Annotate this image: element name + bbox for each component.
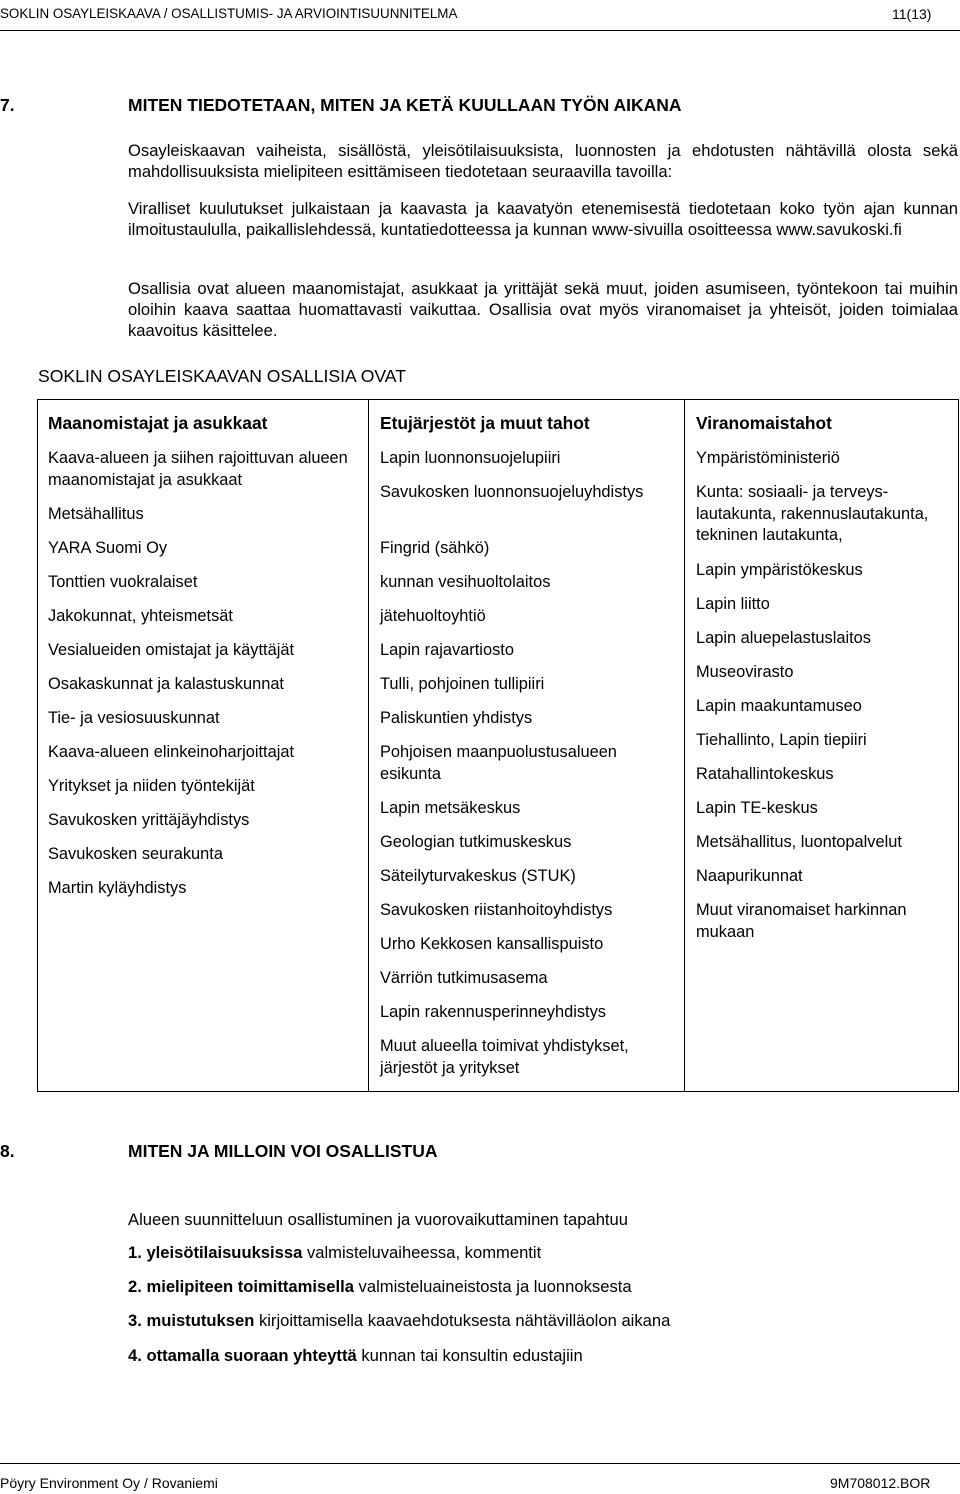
table-cell: Muut alueella toimivat yhdistykset, järjestöt ja yritykset [380, 1037, 629, 1077]
column-divider [368, 400, 369, 1091]
footer-rule [0, 1463, 960, 1464]
table-cell: Urho Kekkosen kansallispuisto [380, 935, 604, 953]
table-cell: Tulli, pohjoinen tullipiiri [380, 675, 545, 693]
section-7-number: 7. [0, 95, 15, 115]
table-cell: Kunta: sosiaali- ja terveyslautakunta, rakennuslautakunta, tekninen lautakunta, [696, 483, 929, 545]
table-cell: Värriön tutkimusasema [380, 969, 548, 987]
table-cell: Kaava-alueen ja siihen rajoittuvan alueen maanomistajat ja asukkaat [48, 449, 348, 489]
info-paragraph: Osayleiskaavan vaiheista, sisällöstä, yleisötilaisuuksista, luonnosten ja ehdotusten nähtävillä olosta sekä mahdollisuuksista mielipiteen esittämiseen tiedotetaan seuraavilla tavoilla: [128, 141, 958, 181]
table-cell: Museovirasto [696, 663, 794, 681]
table-cell: Lapin rakennusperinneyhdistys [380, 1003, 606, 1021]
column-divider [684, 400, 685, 1091]
table-cell: Ratahallintokeskus [696, 765, 834, 783]
table-cell: Tie- ja vesiosuuskunnat [48, 709, 220, 727]
table-cell: kunnan vesihuoltolaitos [380, 573, 551, 591]
table-cell: Lapin luonnonsuojelupiiri [380, 449, 561, 467]
table-cell: YARA Suomi Oy [48, 539, 168, 557]
participation-item-text: kirjoittamisella kaavaehdotuksesta nähtävilläolon aikana [254, 1311, 671, 1330]
page-number: 11(13) [892, 6, 932, 22]
table-cell: Tonttien vuokralaiset [48, 573, 198, 591]
participation-item-lead: 4. ottamalla suoraan yhteyttä [128, 1346, 357, 1365]
participation-item [128, 1277, 632, 1297]
participation-item-lead: 2. mielipiteen toimittamisella [128, 1277, 354, 1296]
stakeholder-table [37, 399, 959, 1092]
table-cell: Lapin metsäkeskus [380, 799, 521, 817]
participation-item [128, 1243, 541, 1263]
table-cell: Metsähallitus [48, 505, 144, 523]
participants-paragraph: Osallisia ovat alueen maanomistajat, asukkaat ja yrittäjät sekä muut, joiden asumiseen, työntekoon tai muihin oloihin kaava saattaa huomattavasti vaikuttaa. Osallisia ovat myös viranomaiset ja yhteisöt, joiden toimialaa kaavoitus käsittelee. [128, 279, 958, 340]
section-7-title: MITEN TIEDOTETAAN, MITEN JA KETÄ KUULLAAN TYÖN AIKANA [128, 95, 682, 115]
footer-company: Pöyry Environment Oy / Rovaniemi [0, 1475, 218, 1491]
participation-intro: Alueen suunnitteluun osallistuminen ja vuorovaikuttaminen tapahtuu [128, 1210, 628, 1229]
column-heading: Etujärjestöt ja muut tahot [380, 413, 590, 433]
table-cell: Savukosken riistanhoitoyhdistys [380, 901, 613, 919]
table-cell: Lapin maakuntamuseo [696, 697, 862, 715]
table-cell: Fingrid (sähkö) [380, 539, 490, 557]
table-cell: Vesialueiden omistajat ja käyttäjät [48, 641, 295, 659]
table-cell: Lapin ympäristökeskus [696, 561, 863, 579]
participation-item-text: kunnan tai konsultin edustajiin [356, 1346, 583, 1365]
section-8-number: 8. [0, 1141, 15, 1161]
participation-item-lead: 1. yleisötilaisuuksissa [128, 1243, 303, 1262]
table-cell: Paliskuntien yhdistys [380, 709, 533, 727]
table-cell: Muut viranomaiset harkinnan mukaan [696, 901, 907, 941]
column-heading: Viranomaistahot [696, 413, 832, 433]
table-cell: Yritykset ja niiden työntekijät [48, 777, 255, 795]
table-cell: Lapin aluepelastuslaitos [696, 629, 871, 647]
table-cell: Ympäristöministeriö [696, 449, 840, 467]
table-cell: Savukosken yrittäjäyhdistys [48, 811, 250, 829]
table-cell: jätehuoltoyhtiö [380, 607, 486, 625]
table-cell: Tiehallinto, Lapin tiepiiri [696, 731, 867, 749]
running-header [0, 6, 960, 26]
table-cell: Lapin rajavartiosto [380, 641, 514, 659]
table-cell: Savukosken seurakunta [48, 845, 223, 863]
participation-item-lead: 3. muistutuksen [128, 1311, 255, 1330]
table-cell: Kaava-alueen elinkeinoharjoittajat [48, 743, 295, 761]
table-cell: Metsähallitus, luontopalvelut [696, 833, 902, 851]
participants-subheading: SOKLIN OSAYLEISKAAVAN OSALLISIA OVAT [38, 366, 406, 386]
announcement-paragraph: Viralliset kuulutukset julkaistaan ja kaavasta ja kaavatyön etenemisestä tiedotetaan koko työn ajan kunnan ilmoitustaululla, paikallislehdessä, kuntatiedotteessa ja kunnan www-sivuilla osoitteessa www.savukoski.fi [128, 199, 958, 239]
footer-document-code: 9M708012.BOR [830, 1475, 931, 1491]
table-cell: Pohjoisen maanpuolustusalueen esikunta [380, 743, 617, 783]
table-cell: Savukosken luonnonsuojeluyhdistys [380, 483, 644, 501]
table-cell: Lapin TE-keskus [696, 799, 818, 817]
table-cell: Naapurikunnat [696, 867, 803, 885]
column-heading: Maanomistajat ja asukkaat [48, 413, 268, 433]
table-cell: Säteilyturvakeskus (STUK) [380, 867, 576, 885]
table-cell: Lapin liitto [696, 595, 770, 613]
participation-item-text: valmisteluvaiheessa, kommentit [302, 1243, 542, 1262]
participation-item [128, 1311, 670, 1331]
participation-item-text: valmisteluaineistosta ja luonnoksesta [353, 1277, 632, 1296]
participation-item [128, 1346, 583, 1366]
table-cell: Martin kyläyhdistys [48, 879, 187, 897]
document-title: SOKLIN OSAYLEISKAAVA / OSALLISTUMIS- JA ARVIOINTISUUNNITELMA [0, 6, 458, 21]
table-cell: Osakaskunnat ja kalastuskunnat [48, 675, 284, 693]
table-cell: Geologian tutkimuskeskus [380, 833, 572, 851]
section-8-title: MITEN JA MILLOIN VOI OSALLISTUA [128, 1141, 438, 1161]
header-rule [0, 30, 960, 31]
table-cell: Jakokunnat, yhteismetsät [48, 607, 233, 625]
